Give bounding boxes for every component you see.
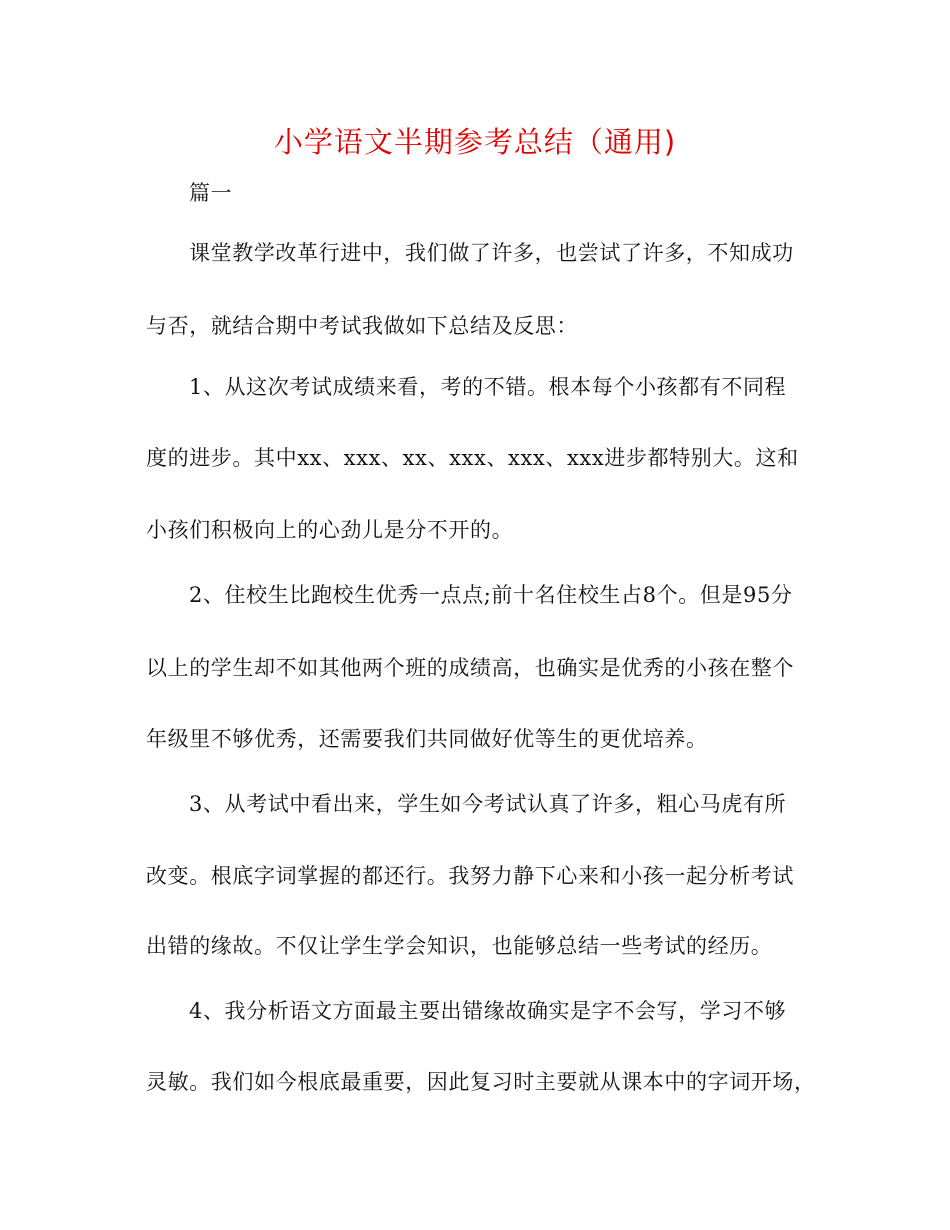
paragraph-line: 2、住校生比跑校生优秀一点点;前十名住校生占8个。但是95分 [189, 583, 793, 607]
paragraph-line: 1、从这次考试成绩来看，考的不错。根本每个小孩都有不同程 [189, 375, 787, 399]
paragraph-line: 改变。根底字词掌握的都还行。我努力静下心来和小孩一起分析考试 [146, 864, 794, 888]
paragraph-line: 4、我分析语文方面最主要出错缘故确实是字不会写，学习不够 [189, 999, 787, 1023]
paragraph-line: 灵敏。我们如今根底最重要，因此复习时主要就从课本中的字词开场， [146, 1070, 816, 1094]
paragraph-line: 以上的学生却不如其他两个班的成绩高，也确实是优秀的小孩在整个 [146, 656, 794, 680]
paragraph-line: 出错的缘故。不仅让学生学会知识，也能够总结一些考试的经历。 [146, 934, 773, 958]
paragraph-line: 与否，就结合期中考试我做如下总结及反思： [146, 314, 578, 338]
section-label: 篇一 [189, 181, 233, 205]
paragraph-line: 3、从考试中看出来，学生如今考试认真了许多，粗心马虎有所 [189, 792, 787, 816]
paragraph-line: 度的进步。其中xx、xxx、xx、xxx、xxx、xxx进步都特别大。这和 [146, 446, 799, 470]
paragraph-line: 小孩们积极向上的心劲儿是分不开的。 [146, 518, 514, 542]
paragraph-line: 课堂教学改革行进中，我们做了许多，也尝试了许多，不知成功 [189, 241, 794, 265]
paragraph-line: 年级里不够优秀，还需要我们共同做好优等生的更优培养。 [146, 727, 708, 751]
document-title: 小学语文半期参考总结（通用) [273, 125, 677, 159]
